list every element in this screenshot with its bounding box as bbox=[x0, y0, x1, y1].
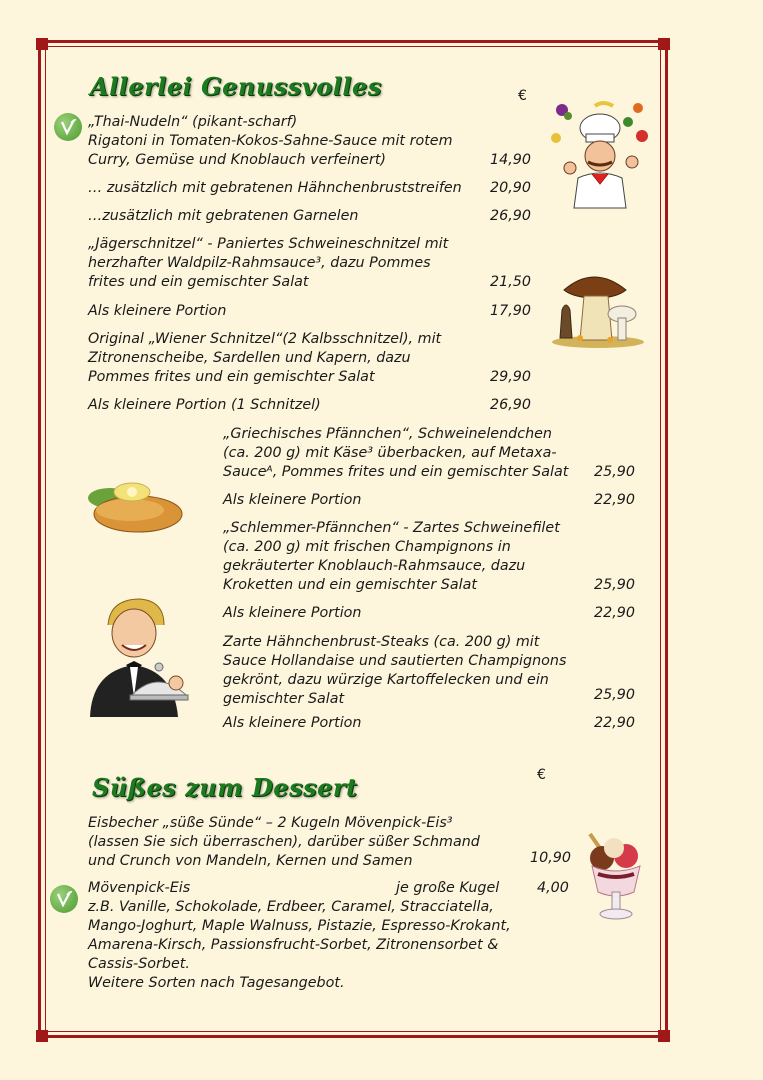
item-line: Rigatoni in Tomaten-Kokos-Sahne-Sauce mit rotem bbox=[88, 133, 453, 149]
item-price: 25,90 bbox=[594, 577, 635, 593]
item-line: „Thai-Nudeln“ (pikant-scharf) bbox=[88, 114, 298, 130]
item-price: 26,90 bbox=[490, 208, 531, 224]
item-line: (lassen Sie sich überraschen), darüber süßer Schmand bbox=[88, 834, 480, 850]
item-line: Als kleinere Portion bbox=[223, 492, 362, 508]
item-price: 17,90 bbox=[490, 303, 531, 319]
item-line: Als kleinere Portion (1 Schnitzel) bbox=[88, 397, 321, 413]
section-title-dessert: Süßes zum Dessert bbox=[92, 773, 358, 802]
item-price: 10,90 bbox=[530, 850, 571, 866]
item-line: …zusätzlich mit gebratenen Garnelen bbox=[88, 208, 359, 224]
item-price: 29,90 bbox=[490, 369, 531, 385]
item-line: Pommes frites und ein gemischter Salat bbox=[88, 369, 375, 385]
item-price: 25,90 bbox=[594, 687, 635, 703]
item-line: gekräuterter Knoblauch-Rahmsauce, dazu bbox=[223, 558, 526, 574]
item-line: Original „Wiener Schnitzel“(2 Kalbsschnitzel), mit bbox=[88, 331, 442, 347]
item-price: 21,50 bbox=[490, 274, 531, 290]
item-price: 4,00 bbox=[537, 880, 569, 896]
item-line: (ca. 200 g) mit Käse³ überbacken, auf Metaxa- bbox=[223, 445, 557, 461]
mushrooms-illustration bbox=[550, 270, 646, 354]
frame-corner bbox=[658, 38, 670, 50]
currency-symbol: € bbox=[537, 767, 546, 783]
item-price: 22,90 bbox=[594, 492, 635, 508]
item-line: herzhafter Waldpilz-Rahmsauce³, dazu Pommes bbox=[88, 255, 431, 271]
item-price: 25,90 bbox=[594, 464, 635, 480]
frame-corner bbox=[658, 1030, 670, 1042]
frame-corner bbox=[36, 1030, 48, 1042]
item-line: Cassis-Sorbet. bbox=[88, 956, 190, 972]
item-line: (ca. 200 g) mit frischen Champignons in bbox=[223, 539, 511, 555]
item-line: Als kleinere Portion bbox=[88, 303, 227, 319]
waiter-illustration bbox=[84, 595, 190, 721]
item-line: „Jägerschnitzel“ - Paniertes Schweineschnitzel mit bbox=[88, 236, 449, 252]
item-line: Curry, Gemüse und Knoblauch verfeinert) bbox=[88, 152, 387, 168]
item-line: z.B. Vanille, Schokolade, Erdbeer, Caramel, Stracciatella, bbox=[88, 899, 494, 915]
item-line: Zitronenscheibe, Sardellen und Kapern, dazu bbox=[88, 350, 411, 366]
vegetarian-icon bbox=[54, 113, 82, 141]
item-line: Sauce Hollandaise und sautierten Champignons bbox=[223, 653, 567, 669]
item-price: 20,90 bbox=[490, 180, 531, 196]
item-unit: je große Kugel bbox=[396, 880, 500, 896]
item-price: 22,90 bbox=[594, 715, 635, 731]
item-price: 26,90 bbox=[490, 397, 531, 413]
item-line: Sauceᴬ, Pommes frites und ein gemischter Salat bbox=[223, 464, 569, 480]
item-price: 22,90 bbox=[594, 605, 635, 621]
ice-cream-sundae-illustration bbox=[582, 830, 650, 928]
chef-illustration bbox=[550, 98, 650, 214]
item-line: Eisbecher „süße Sünde“ – 2 Kugeln Mövenpick-Eis³ bbox=[88, 815, 453, 831]
item-line: „Schlemmer-Pfännchen“ - Zartes Schweinefilet bbox=[223, 520, 560, 536]
item-line: gemischter Salat bbox=[223, 691, 345, 707]
item-line: Mango-Joghurt, Maple Walnuss, Pistazie, Espresso-Krokant, bbox=[88, 918, 511, 934]
item-line: gekrönt, dazu würzige Kartoffelecken und ein bbox=[223, 672, 549, 688]
item-line: Kroketten und ein gemischter Salat bbox=[223, 577, 477, 593]
item-line: … zusätzlich mit gebratenen Hähnchenbruststreifen bbox=[88, 180, 462, 196]
item-line: Als kleinere Portion bbox=[223, 605, 362, 621]
item-line: frites und ein gemischter Salat bbox=[88, 274, 309, 290]
item-price: 14,90 bbox=[490, 152, 531, 168]
section-title-allerlei: Allerlei Genussvolles bbox=[90, 72, 382, 101]
item-line: und Crunch von Mandeln, Kernen und Samen bbox=[88, 853, 413, 869]
schnitzel-illustration bbox=[80, 478, 184, 542]
frame-corner bbox=[36, 38, 48, 50]
currency-symbol: € bbox=[518, 88, 527, 104]
item-line: Amarena-Kirsch, Passionsfrucht-Sorbet, Zitronensorbet & bbox=[88, 937, 499, 953]
vegetarian-icon bbox=[50, 885, 78, 913]
item-name: Mövenpick-Eis bbox=[88, 880, 191, 896]
item-line: „Griechisches Pfännchen“, Schweinelendchen bbox=[223, 426, 552, 442]
item-line: Zarte Hähnchenbrust-Steaks (ca. 200 g) mit bbox=[223, 634, 540, 650]
item-line: Als kleinere Portion bbox=[223, 715, 362, 731]
item-line: Weitere Sorten nach Tagesangebot. bbox=[88, 975, 345, 991]
